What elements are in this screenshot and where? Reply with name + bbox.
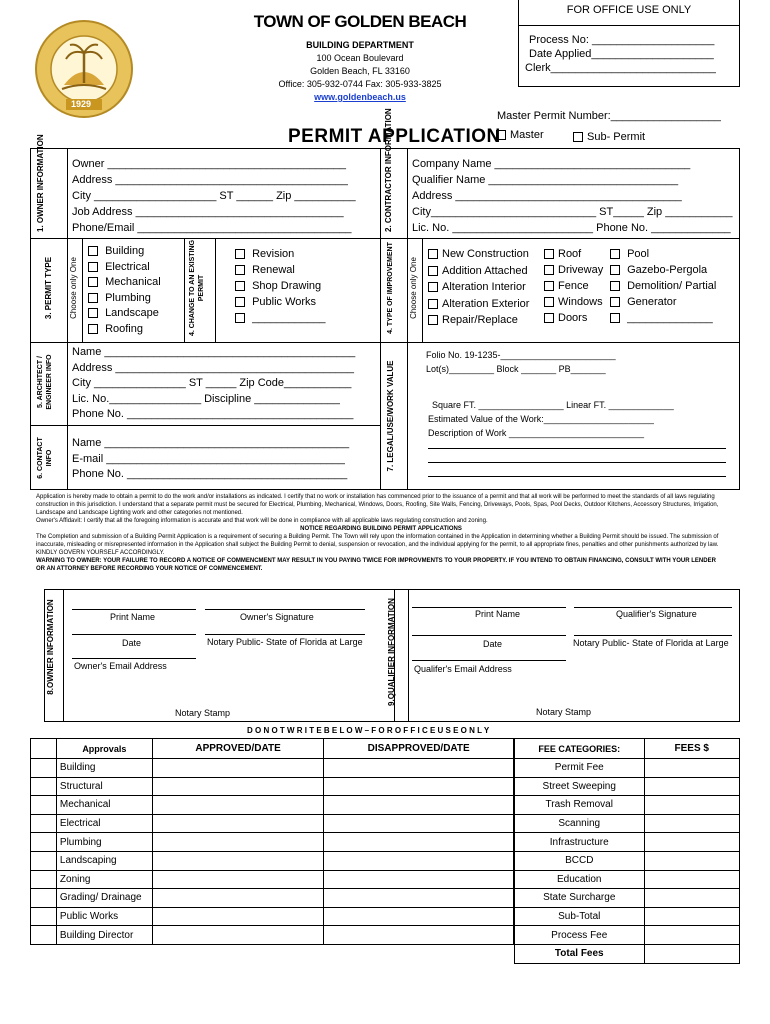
owner-city-field[interactable]: City ____________________ ST ______ Zip __________ — [72, 190, 356, 202]
imp-gazebo: Gazebo-Pergola — [610, 262, 716, 278]
approval-row-structural: Structural — [56, 777, 152, 796]
qualifier-name-field[interactable]: Qualifier Name _______________________________ — [412, 174, 679, 186]
imp-addition: Addition Attached — [428, 263, 529, 280]
fee-total: Total Fees — [515, 944, 645, 963]
contractor-address-field[interactable]: Address _____________________________________ — [412, 190, 682, 202]
renewal-checkbox[interactable] — [235, 265, 245, 275]
windows-checkbox[interactable] — [544, 297, 554, 307]
approval-row-plumbing: Plumbing — [56, 833, 152, 852]
seal-year: 1929 — [71, 99, 92, 109]
qualifier-print-name: Print Name — [475, 609, 521, 619]
notice-heading: NOTICE REGARDING BUILDING PERMIT APPLICATIONS — [300, 526, 462, 532]
landscape-checkbox[interactable] — [88, 308, 98, 318]
fees-header: FEES $ — [644, 739, 740, 759]
driveway-checkbox[interactable] — [544, 265, 554, 275]
roofing-checkbox[interactable] — [88, 324, 98, 334]
other-improvement-checkbox[interactable] — [610, 313, 620, 323]
fence-checkbox[interactable] — [544, 281, 554, 291]
job-address-field[interactable]: Job Address __________________________________ — [72, 206, 344, 218]
do-not-write-banner: D O N O T W R I T E B E L O W – F O R O F F I C E U S E O N L Y — [247, 726, 490, 735]
office-use-title: FOR OFFICE USE ONLY — [519, 0, 739, 26]
square-ft-field[interactable]: Square FT. _________________ Linear FT. _____________ — [432, 400, 674, 410]
legal-text — [36, 493, 726, 573]
qualifier-date: Date — [483, 639, 503, 649]
contact-email-field[interactable]: E-mail _______________________________________ — [72, 452, 345, 465]
alt-exterior-checkbox[interactable] — [428, 299, 438, 309]
permit-landscape: Landscape — [88, 306, 161, 322]
owner-field[interactable]: Owner _______________________________________ — [72, 158, 347, 170]
permit-statement: Application is hereby made to obtain a permit to do the work and/or installations as indicated. I certify that no work or installation has commenced prior to the issuance of a permit and that all work will be performed to meet the standards of all laws regulating construction in this jurisdiction. I understand that a separate permit must be secured for Electrical, Plumbing, Mechanical, Windows, Doors, Roofing, Site Walls, Fencing, Driveways, Pools, Spas, Pool Decks, Outdoor Kitchens, Accessory Structures, Irrigation, Landscape and Landscape Lighting work and other categories not mentioned. — [36, 494, 719, 516]
fees-table — [514, 738, 740, 964]
approval-row-public-works: Public Works — [56, 907, 152, 926]
permit-type-choose: Choose only One — [69, 257, 78, 319]
notice-text: The Completion and submission of a Building Permit Application is a requirement of securing a Building Permit. The Town will rely upon the information contained in the Application in determining whether a Building Permit should be issued. The submission of inaccurate, misleading or misrepresented information in the Application shall subject the Building Permit to denial, suspension or revocation, and the individual applying for the permit, to all appropriate fines, penalties and other punishments authorized by law. KINDLY GOVERN YOURSELF ACCORDINGLY. — [36, 534, 719, 556]
contractor-lic-field[interactable]: Lic. No. _______________________ Phone No. _____________ — [412, 222, 731, 234]
imp-fence: Fence — [544, 278, 603, 294]
owner-date: Date — [122, 638, 142, 648]
imp-alt-exterior: Alteration Exterior — [428, 296, 529, 313]
gazebo-checkbox[interactable] — [610, 265, 620, 275]
fee-process: Process Fee — [515, 926, 645, 945]
approvals-header: Approvals — [56, 739, 152, 759]
mechanical-checkbox[interactable] — [88, 277, 98, 287]
section-improvement-label: 4. TYPE OF IMPROVEMENT — [387, 242, 394, 334]
website-link[interactable]: www.goldenbeach.us — [314, 92, 406, 102]
imp-windows: Windows — [544, 294, 603, 310]
folio-field[interactable]: Folio No. 19-1235-_______________________ — [426, 350, 616, 360]
imp-other: ______________ — [610, 310, 716, 326]
sub-permit-checkbox[interactable] — [573, 132, 583, 142]
fee-categories-header: FEE CATEGORIES: — [515, 739, 645, 759]
contact-phone-field[interactable]: Phone No. ____________________________________ — [72, 468, 348, 480]
approval-row-electrical: Electrical — [56, 814, 152, 833]
other-change-checkbox[interactable] — [235, 313, 245, 323]
fee-scanning: Scanning — [515, 814, 645, 833]
change-public-works: Public Works — [235, 294, 325, 310]
section-contact-label: 6. CONTACT INFO — [37, 437, 53, 479]
pool-checkbox[interactable] — [610, 249, 620, 259]
department: BUILDING DEPARTMENT — [306, 40, 414, 50]
contact-name-field[interactable]: Name ________________________________________ — [72, 437, 350, 449]
section-qualifier-sign-label: 9.QUALIFIER INFORMATION — [387, 598, 396, 706]
architect-address-field[interactable]: Address _______________________________________ — [72, 361, 354, 374]
architect-phone-field[interactable]: Phone No. _____________________________________ — [72, 408, 354, 420]
permit-plumbing: Plumbing — [88, 291, 161, 307]
disapproved-date-header: DISAPPROVED/DATE — [324, 739, 514, 759]
approval-row-mechanical: Mechanical — [56, 796, 152, 815]
owner-address-field[interactable]: Address ______________________________________ — [72, 174, 348, 186]
section-contractor-label: 2. CONTRACTOR INFORMATION — [384, 108, 393, 232]
master-label: Master — [510, 129, 544, 141]
doors-checkbox[interactable] — [544, 313, 554, 323]
date-applied[interactable]: Date Applied____________________ — [529, 48, 714, 60]
clerk[interactable]: Clerk___________________________ — [525, 62, 716, 74]
shop-drawing-checkbox[interactable] — [235, 281, 245, 291]
office-use-box — [518, 0, 740, 87]
building-checkbox[interactable] — [88, 246, 98, 256]
fee-infrastructure: Infrastructure — [515, 833, 645, 852]
change-renewal: Renewal — [235, 262, 325, 278]
public-works-checkbox[interactable] — [235, 297, 245, 307]
change-shop-drawing: Shop Drawing — [235, 278, 325, 294]
fee-street-sweeping: Street Sweeping — [515, 777, 645, 796]
imp-generator: Generator — [610, 294, 716, 310]
approval-row-building: Building — [56, 759, 152, 778]
imp-repair: Repair/Replace — [428, 312, 529, 329]
section-owner-sign-label: 8.OWNER INFORMATION — [46, 599, 55, 695]
process-no[interactable]: Process No: ____________________ — [529, 34, 715, 46]
description-field[interactable]: Description of Work ___________________________ — [428, 428, 645, 438]
approval-row-grading: Grading/ Drainage — [56, 889, 152, 908]
approval-row-building-director: Building Director — [56, 926, 152, 945]
company-name-field[interactable]: Company Name ________________________________ — [412, 158, 691, 170]
improvement-choose: Choose only One — [409, 257, 418, 319]
master-checkbox[interactable] — [496, 130, 506, 140]
section-owner-label: 1. OWNER INFORMATION — [36, 134, 45, 232]
owner-signature[interactable]: Owner's Signature — [240, 612, 314, 622]
imp-driveway: Driveway — [544, 262, 603, 278]
generator-checkbox[interactable] — [610, 297, 620, 307]
addition-checkbox[interactable] — [428, 266, 438, 276]
approved-date-header: APPROVED/DATE — [152, 739, 324, 759]
qualifier-signature[interactable]: Qualifier's Signature — [616, 609, 697, 619]
owner-phone-field[interactable]: Phone/Email ___________________________________ — [72, 222, 352, 234]
plumbing-checkbox[interactable] — [88, 293, 98, 303]
address-line2: Golden Beach, FL 33160 — [310, 66, 410, 76]
fee-trash-removal: Trash Removal — [515, 796, 645, 815]
imp-alt-interior: Alteration Interior — [428, 279, 529, 296]
estimated-value-field[interactable]: Estimated Value of the Work:______________________ — [428, 414, 654, 424]
office-phone: Office: 305-932-0744 Fax: 305-933-3825 — [278, 79, 442, 89]
demolition-checkbox[interactable] — [610, 281, 620, 291]
fee-bccd: BCCD — [515, 851, 645, 870]
revision-checkbox[interactable] — [235, 249, 245, 259]
change-other: ____________ — [235, 310, 325, 326]
section-legal-label: 7. LEGAL/USE/WORK VALUE — [386, 360, 395, 472]
qualifier-notary-stamp: Notary Stamp — [536, 707, 592, 717]
qualifier-email-address[interactable]: Qualifer's Email Address — [414, 664, 512, 674]
architect-name-field[interactable]: Name _________________________________________ — [72, 346, 356, 358]
permit-electrical: Electrical — [88, 260, 161, 276]
fee-state-surcharge: State Surcharge — [515, 889, 645, 908]
contractor-city-field[interactable]: City___________________________ ST_____ Zip ___________ — [412, 206, 733, 218]
section-architect-label: 5. ARCHITECT / ENGINEER INFO — [37, 354, 53, 410]
warning-text: WARNING TO OWNER: YOUR FAILURE TO RECORD A NOTICE OF COMMENCMENT MAY RESULT IN YOU PAYING TWICE FOR IMPROVMENTS TO YOUR PROPERTY. IF YOU INTEND TO OBTAIN FINANCING, CONSULT WITH YOUR LENDER OR AN ATTORNEY BEFORE RECORDING YOUR NOTICE OF COMMENCEMENT. — [36, 558, 716, 572]
alt-interior-checkbox[interactable] — [428, 282, 438, 292]
permit-application-title: PERMIT APPLICATION — [288, 126, 501, 147]
section-change-label: 4. CHANGE TO AN EXISTING PERMIT — [189, 239, 205, 337]
owner-affidavit: Owner's Affidavit: I certify that all the foregoing information is accurate and that work will be done in compliance with all applicable laws regulating construction and zoning. — [36, 518, 488, 524]
town-name: TOWN OF GOLDEN BEACH — [253, 12, 467, 31]
section-permit-type-label: 3. PERMIT TYPE — [44, 256, 53, 320]
permit-roofing: Roofing — [88, 322, 161, 338]
imp-demolition: Demolition/ Partial — [610, 278, 716, 294]
sub-permit-label: Sub- Permit — [587, 131, 646, 143]
qualifier-notary-public: Notary Public- State of Florida at Large — [573, 638, 729, 648]
town-seal — [34, 19, 134, 119]
fee-sub-total: Sub-Total — [515, 907, 645, 926]
permit-mechanical: Mechanical — [88, 275, 161, 291]
roof-checkbox[interactable] — [544, 249, 554, 259]
imp-pool: Pool — [610, 246, 716, 262]
imp-roof: Roof — [544, 246, 603, 262]
owner-email-address[interactable]: Owner's Email Address — [74, 661, 167, 671]
architect-city-field[interactable]: City _______________ ST _____ Zip Code___________ — [72, 377, 352, 389]
lot-field[interactable]: Lot(s)_________ Block _______ PB_______ — [426, 364, 606, 374]
address-line1: 100 Ocean Boulevard — [316, 53, 404, 63]
owner-notary-stamp: Notary Stamp — [175, 708, 231, 718]
fee-education: Education — [515, 870, 645, 889]
owner-print-name: Print Name — [110, 612, 156, 622]
master-permit-number[interactable]: Master Permit Number:__________________ — [497, 110, 721, 122]
architect-lic-field[interactable]: Lic. No._______________ Discipline ______________ — [72, 392, 340, 405]
change-revision: Revision — [235, 246, 325, 262]
approvals-table — [30, 738, 514, 945]
fee-permit: Permit Fee — [515, 759, 645, 778]
imp-new-construction: New Construction — [428, 246, 529, 263]
new-construction-checkbox[interactable] — [428, 249, 438, 259]
repair-checkbox[interactable] — [428, 315, 438, 325]
imp-doors: Doors — [544, 310, 603, 326]
permit-building: Building — [88, 244, 161, 260]
owner-notary-public: Notary Public- State of Florida at Large — [207, 637, 363, 647]
electrical-checkbox[interactable] — [88, 262, 98, 272]
approval-row-zoning: Zoning — [56, 870, 152, 889]
approval-row-landscaping: Landscaping — [56, 851, 152, 870]
